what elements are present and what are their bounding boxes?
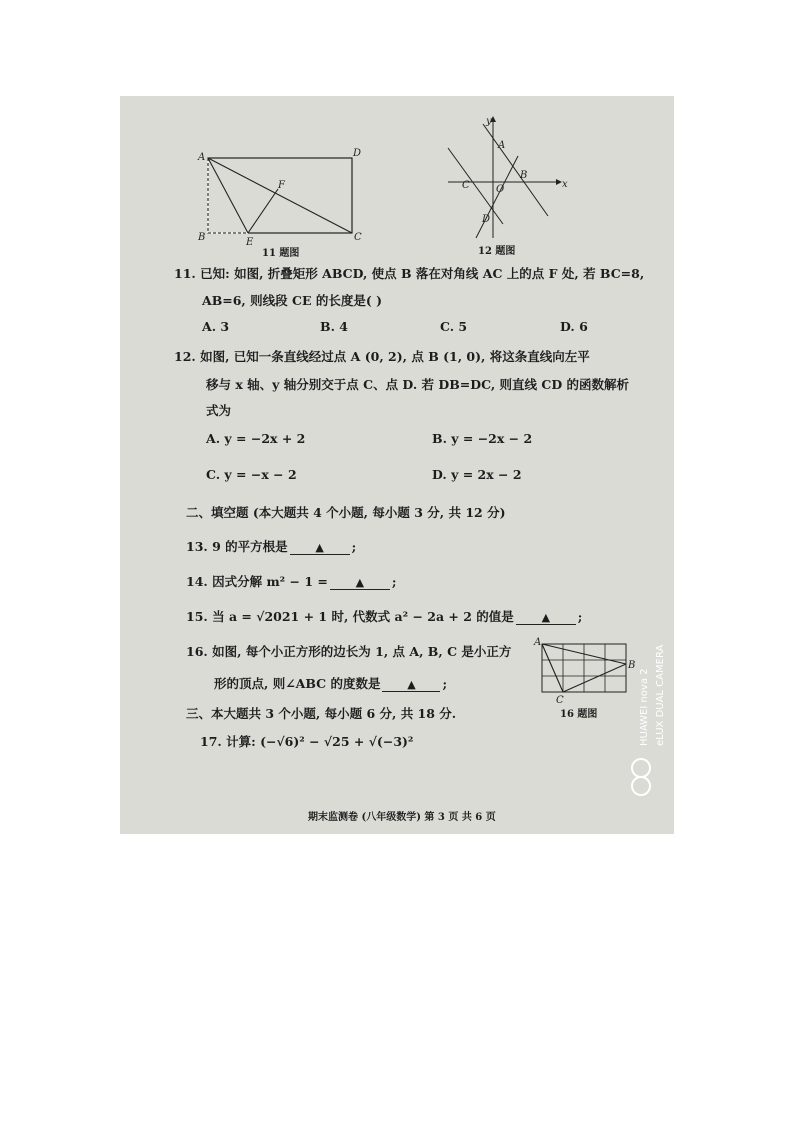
fig12-label-y: y: [486, 116, 492, 127]
q11-line1: 11. 已知: 如图, 折叠矩形 ABCD, 使点 B 落在对角线 AC 上的点 F 处, 若 BC=8,: [174, 266, 645, 281]
watermark-line2: eLUX DUAL CAMERA: [655, 644, 666, 746]
q12-line1: 12. 如图, 已知一条直线经过点 A (0, 2), 点 B (1, 0), 将这条直线向左平: [174, 349, 590, 364]
fig11-label-a: A: [198, 152, 206, 163]
fig11-label-e: E: [246, 237, 254, 246]
q15-answer-mark: ▲: [541, 611, 551, 624]
fig12-label-c: C: [462, 180, 470, 191]
q16-answer-blank: [382, 676, 440, 692]
q14-answer-mark: ▲: [355, 576, 365, 589]
exam-page-photo: [120, 96, 674, 834]
figure-16-grid-diagram: [532, 636, 642, 706]
q14: [186, 572, 396, 590]
fig16-label-b: B: [628, 660, 636, 671]
figure-11-diagram: [196, 146, 366, 246]
q13-answer-blank: [290, 539, 350, 555]
figure-12-diagram: [438, 116, 568, 241]
watermark-line1: HUAWEI nova 2: [639, 668, 650, 746]
watermark-lens-icon: [632, 759, 650, 777]
q12-option-b: B. y = −2x − 2: [432, 431, 533, 446]
section-2-heading: 二、填空题 (本大题共 4 个小题, 每小题 3 分, 共 12 分): [186, 505, 506, 520]
q15-answer-blank: [516, 609, 576, 625]
fig12-label-o: O: [496, 184, 505, 195]
q12-line2: 移与 x 轴、y 轴分别交于点 C、点 D. 若 DB=DC, 则直线 CD 的函数解析: [206, 377, 630, 392]
fig11-label-d: D: [353, 148, 362, 159]
fig12-label-d: D: [482, 214, 491, 225]
q15-text: 15. 当 a = √2021 + 1 时, 代数式 a² − 2a + 2 的值是: [186, 609, 514, 624]
q12-option-a: A. y = −2x + 2: [206, 431, 306, 446]
q12-option-d: D. y = 2x − 2: [432, 467, 522, 482]
page-footer: 期末监测卷 (八年级数学) 第 3 页 共 6 页: [308, 812, 496, 823]
q15-end: ;: [577, 609, 583, 624]
fig16-label-c: C: [556, 695, 564, 706]
q15: [186, 607, 582, 625]
fig16-label-a: A: [534, 637, 542, 648]
figure-11-caption: 11 题图: [262, 248, 300, 259]
q16-answer-mark: ▲: [407, 678, 416, 691]
q11-line2: AB=6, 则线段 CE 的长度是( ): [202, 293, 382, 308]
q16-line2: [214, 674, 447, 692]
q12-line3: 式为: [206, 403, 232, 418]
fig12-label-x: x: [562, 179, 568, 190]
q13-end: ;: [351, 539, 357, 554]
q11-option-a: A. 3: [202, 319, 230, 334]
figure-16-caption: 16 题图: [560, 709, 598, 720]
section-3-heading: 三、本大题共 3 个小题, 每小题 6 分, 共 18 分.: [186, 706, 457, 721]
fig11-label-b: B: [198, 232, 206, 243]
fig12-label-b: B: [520, 170, 528, 181]
figure-12-caption: 12 题图: [478, 246, 516, 257]
q13-text: 13. 9 的平方根是: [186, 539, 288, 554]
q11-option-c: C. 5: [440, 319, 468, 334]
q13: [186, 537, 356, 555]
fig12-label-a: A: [498, 140, 506, 151]
camera-watermark: [630, 560, 670, 810]
q14-end: ;: [391, 574, 397, 589]
q12-option-c: C. y = −x − 2: [206, 467, 297, 482]
q16-line1: 16. 如图, 每个小正方形的边长为 1, 点 A, B, C 是小正方: [186, 644, 512, 659]
q14-text: 14. 因式分解 m² − 1 =: [186, 574, 328, 589]
q14-answer-blank: [330, 574, 390, 590]
q11-option-d: D. 6: [560, 319, 588, 334]
q16-line2-text: 形的顶点, 则∠ABC 的度数是: [214, 676, 381, 691]
q13-answer-mark: ▲: [315, 541, 324, 554]
q17: 17. 计算: (−√6)² − √25 + √(−3)²: [200, 734, 414, 749]
q16-end: ;: [442, 676, 448, 691]
q11-option-b: B. 4: [320, 319, 348, 334]
fig11-label-f: F: [278, 180, 285, 191]
fig11-label-c: C: [354, 232, 362, 243]
